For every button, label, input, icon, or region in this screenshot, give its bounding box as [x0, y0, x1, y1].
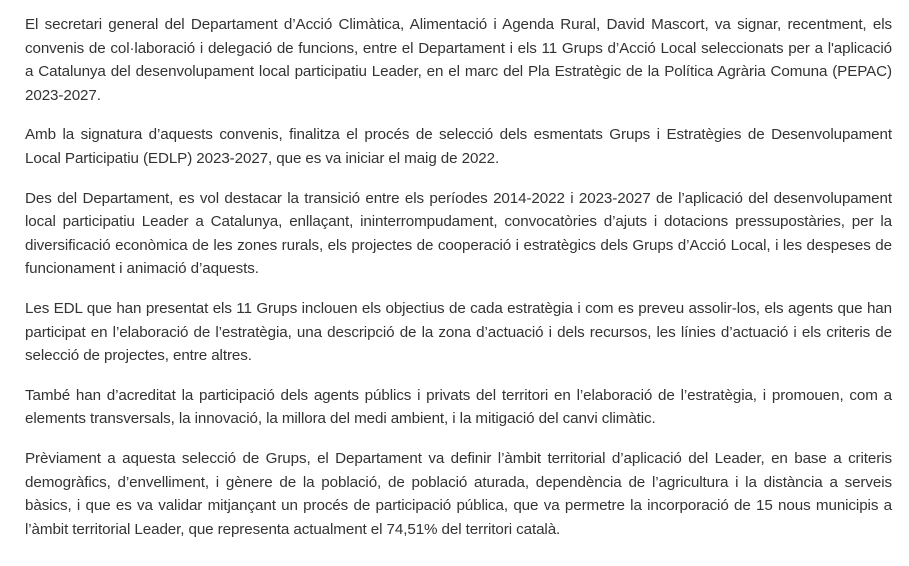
paragraph-signing: El secretari general del Departament d’Acció Climàtica, Alimentació i Agenda Rural, David Mascort, va signar, recentment, els convenis de col·laboració i delegació de funcions, entre el Departament i els 11 Grups d’Acció Local seleccionats per a l'aplicació a Catalunya del desenvolupament local participatiu Leader, en el marc del Pla Estratègic de la Política Agrària Comuna (PEPAC) 2023-2027. [25, 16, 892, 104]
paragraph-selection-process: Amb la signatura d’aquests convenis, finalitza el procés de selecció dels esmentats Grups i Estratègies de Desenvolupament Local Participatiu (EDLP) 2023-2027, que es va iniciar el maig de 2022. [25, 126, 892, 167]
paragraph-edl-content: Les EDL que han presentat els 11 Grups inclouen els objectius de cada estratègia i com es preveu assolir-los, els agents que han participat en l’elaboració de l’estratègia, una descripció de la zona d’actuació i dels recursos, les línies d’actuació i els criteris de selecció de projectes, entre altres. [25, 299, 892, 365]
paragraph-territorial-scope: Prèviament a aquesta selecció de Grups, el Departament va definir l’àmbit territorial d’aplicació del Leader, en base a criteris demogràfics, d’envelliment, i gènere de la població, de població aturada, dependència de l’agricultura i la distància a serveis bàsics, i que es va validar mitjançant un procés de participació pública, que va permetre la incorporació de 15 nous municipis a l’àmbit territorial Leader, que representa actualment el 74,51% del territori català. [25, 449, 892, 538]
paragraph-transition: Des del Departament, es vol destacar la transició entre els períodes 2014-2022 i 2023-2027 de l’aplicació del desenvolupament local participatiu Leader a Catalunya, enllaçant, ininterrompudament, convocatòries d’ajuts i dotacions pressupostàries, per la diversificació econòmica de les zones rurals, els projectes de cooperació i estratègics dels Grups d’Acció Local, i les despeses de funcionament i animació d’aquests. [25, 189, 892, 278]
paragraph-participation: També han d’acreditat la participació dels agents públics i privats del territori en l’elaboració de l’estratègia, i promouen, com a elements transversals, la innovació, la millora del medi ambient, i la mitigació del canvi climàtic. [25, 386, 892, 428]
